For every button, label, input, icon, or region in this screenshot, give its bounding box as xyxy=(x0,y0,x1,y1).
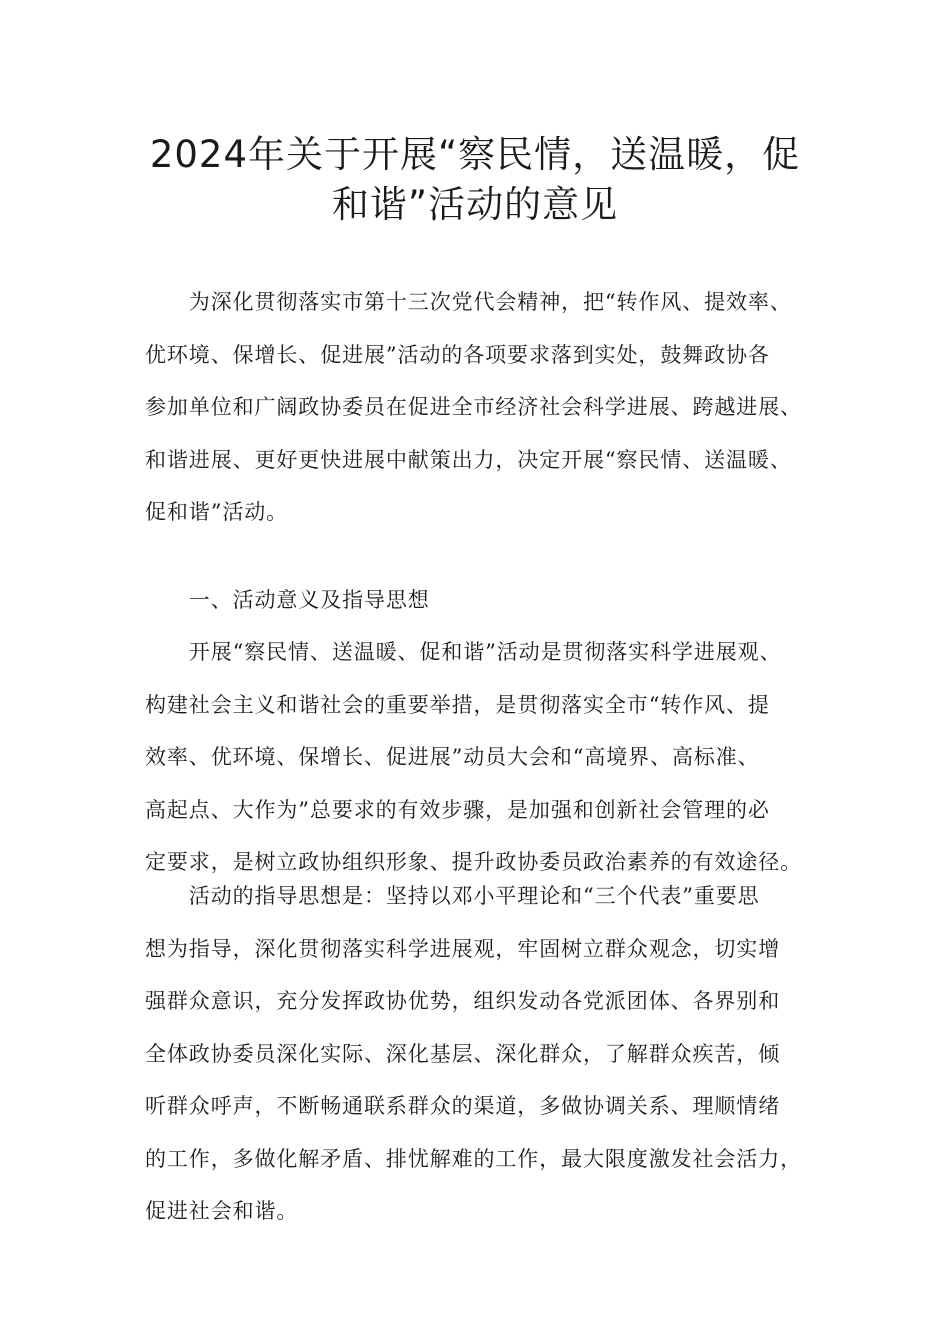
heading-line: 一、活动意义及指导思想 xyxy=(145,588,430,612)
guidance-paragraph xyxy=(145,870,825,1238)
significance-paragraph xyxy=(145,626,825,889)
text-line: 强群众意识，充分发挥政协优势，组织发动各党派团体、各界别和 xyxy=(145,989,781,1013)
text-line: 活动的指导思想是：坚持以邓小平理论和“三个代表”重要思 xyxy=(145,884,760,908)
text-line: 构建社会主义和谐社会的重要举措，是贯彻落实全市“转作风、提 xyxy=(145,692,770,717)
text-line: 效率、优环境、保增长、促进展”动员大会和“高境界、高标准、 xyxy=(145,745,760,769)
section-heading xyxy=(145,574,825,627)
text-line: 促进社会和谐。 xyxy=(145,1199,299,1223)
text-line: 的工作，多做化解矛盾、排忧解难的工作，最大限度激发社会活力， xyxy=(145,1146,802,1171)
text-line: 定要求，是树立政协组织形象、提升政协委员政治素养的有效途径。 xyxy=(145,850,802,874)
text-line: 高起点、大作为”总要求的有效步骤，是加强和创新社会管理的必 xyxy=(145,797,770,822)
text-line: 参加单位和广阔政协委员在促进全市经济社会科学进展、跨越进展、 xyxy=(145,395,802,419)
text-line: 和谐进展、更好更快进展中献策出力，决定开展“察民情、送温暖、 xyxy=(145,447,792,472)
intro-paragraph xyxy=(145,276,825,539)
text-line: 全体政协委员深化实际、深化基层、深化群众，了解群众疾苦，倾 xyxy=(145,1041,781,1066)
text-line: 促和谐”活动。 xyxy=(145,500,289,524)
title-line: 和谐”活动的意见 xyxy=(331,183,619,226)
text-line: 优环境、保增长、促进展”活动的各项要求落到实处，鼓舞政协各 xyxy=(145,342,770,367)
text-line: 想为指导，深化贯彻落实科学进展观，牢固树立群众观念，切实增 xyxy=(145,936,781,961)
text-line: 开展“察民情、送温暖、促和谐”活动是贯彻落实科学进展观、 xyxy=(145,640,782,664)
title-line: 2024年关于开展“察民情，送温暖，促 xyxy=(149,133,801,176)
document-title xyxy=(120,130,830,230)
text-line: 为深化贯彻落实市第十三次党代会精神，把“转作风、提效率、 xyxy=(145,290,792,314)
text-line: 听群众呼声，不断畅通联系群众的渠道，多做协调关系、理顺情绪 xyxy=(145,1094,781,1118)
